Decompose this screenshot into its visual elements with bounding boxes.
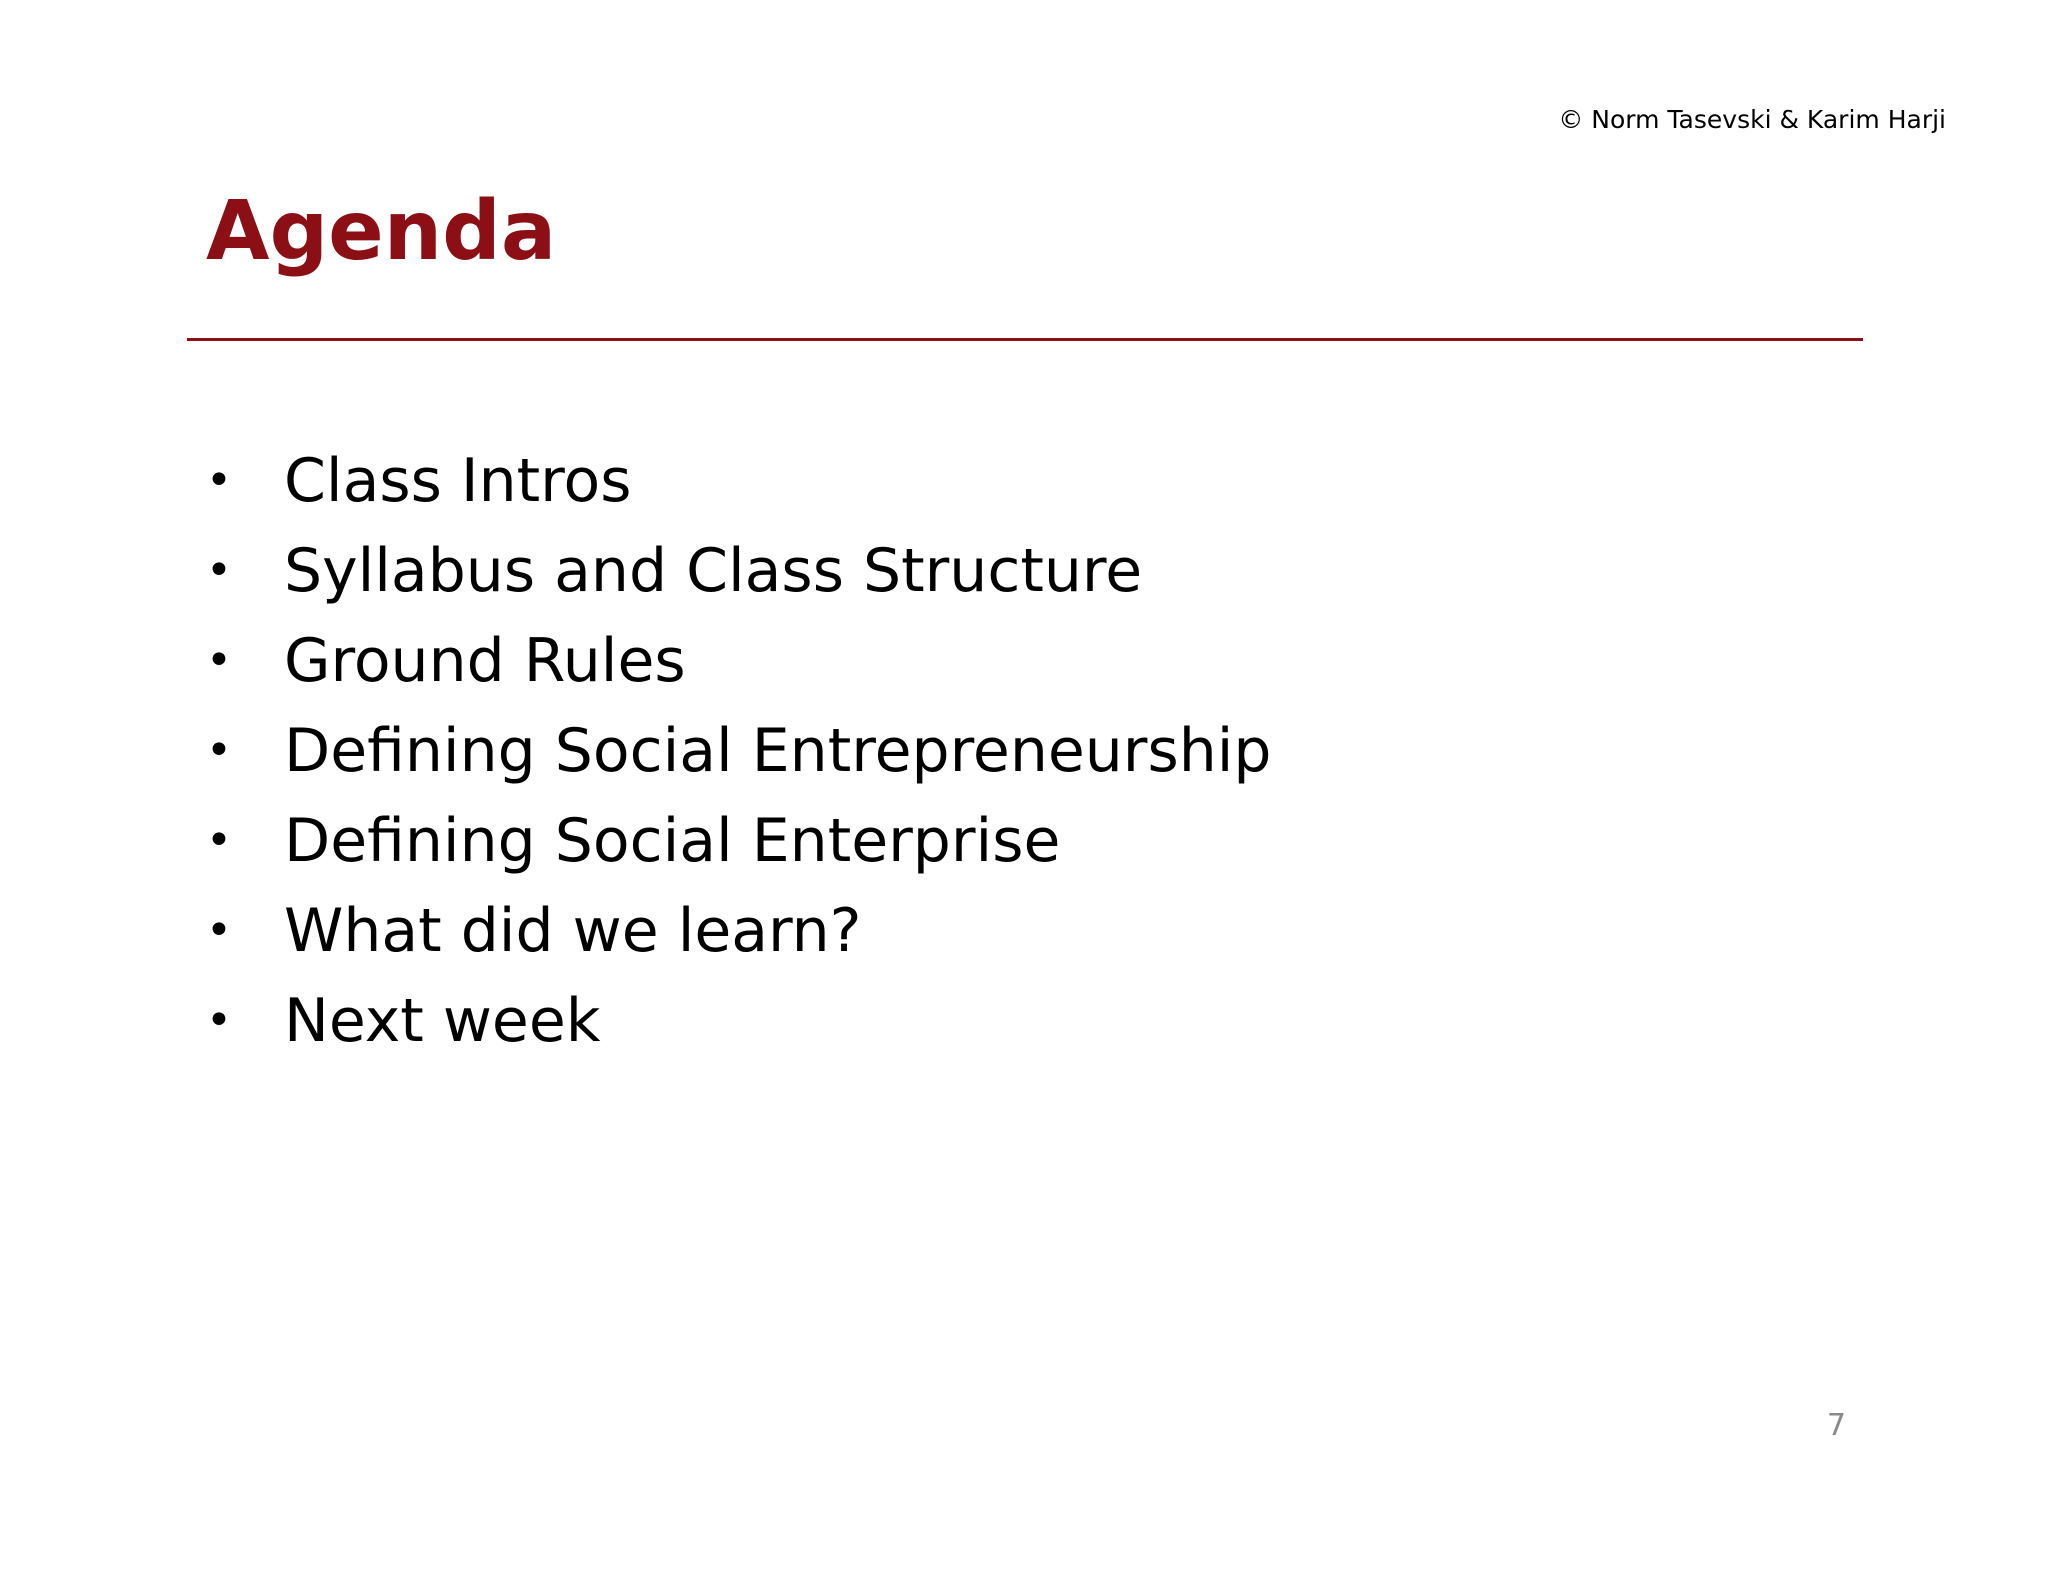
agenda-item-label: Next week	[284, 986, 601, 1056]
bullet-icon: •	[206, 815, 232, 866]
agenda-item-syllabus	[200, 526, 1272, 616]
agenda-item-what-did-we-learn	[200, 886, 1272, 976]
agenda-item-social-entrepreneurship	[200, 706, 1272, 796]
agenda-list	[200, 436, 1272, 1066]
bullet-icon: •	[206, 995, 232, 1046]
agenda-item-label: Defining Social Enterprise	[284, 806, 1061, 876]
agenda-item-social-enterprise	[200, 796, 1272, 886]
slide-title: Agenda	[206, 184, 557, 279]
agenda-item-ground-rules	[200, 616, 1272, 706]
copyright-notice: © Norm Tasevski & Karim Harji	[1558, 105, 1946, 134]
agenda-item-next-week	[200, 976, 1272, 1066]
agenda-item-label: Defining Social Entrepreneurship	[284, 716, 1272, 786]
agenda-item-label: Syllabus and Class Structure	[284, 536, 1143, 606]
page-number: 7	[1826, 1408, 1846, 1443]
agenda-item-label: Ground Rules	[284, 626, 686, 696]
bullet-icon: •	[206, 455, 232, 506]
agenda-item-class-intros	[200, 436, 1272, 526]
bullet-icon: •	[206, 905, 232, 956]
title-divider	[187, 338, 1863, 341]
bullet-icon: •	[206, 635, 232, 686]
agenda-item-label: Class Intros	[284, 446, 632, 516]
bullet-icon: •	[206, 545, 232, 596]
bullet-icon: •	[206, 725, 232, 776]
agenda-item-label: What did we learn?	[284, 896, 862, 966]
